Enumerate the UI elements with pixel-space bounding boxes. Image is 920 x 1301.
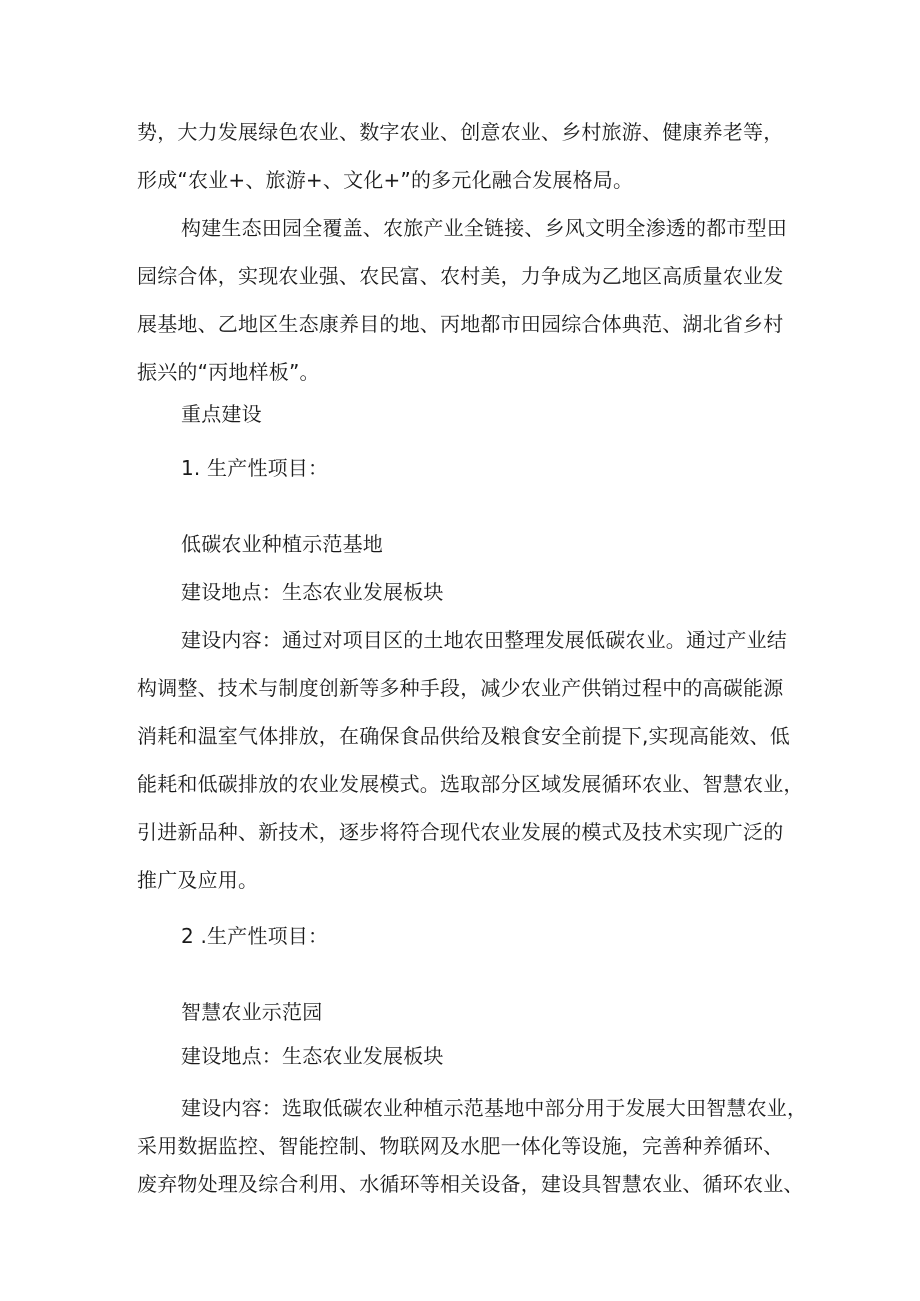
paragraph-line: 构调整、技术与制度创新等多种手段，减少农业产供销过程中的高碳能源 (137, 676, 784, 700)
paragraph-line: 推广及应用。 (137, 868, 259, 892)
paragraph-line: 引进新品种、新技术，逐步将符合现代农业发展的模式及技术实现广泛的 (137, 820, 784, 844)
paragraph-line: 园综合体，实现农业强、农民富、农村美，力争成为乙地区高质量农业发 (137, 264, 784, 288)
paragraph-line: 采用数据监控、智能控制、物联网及水肥一体化等设施，完善种养循环、 (137, 1134, 784, 1158)
paragraph-line: 建设内容：选取低碳农业种植示范基地中部分用于发展大田智慧农业， (181, 1096, 808, 1120)
item-heading: 1. 生产性项目： (181, 456, 329, 480)
project-location: 建设地点：生态农业发展板块 (181, 1044, 444, 1068)
item-heading: 2 .生产性项目： (181, 924, 329, 948)
project-location: 建设地点：生态农业发展板块 (181, 580, 444, 604)
paragraph-line: 形成“农业+、旅游+、文化+”的多元化融合发展格局。 (137, 168, 634, 192)
paragraph-line: 构建生态田园全覆盖、农旅产业全链接、乡风文明全渗透的都市型田 (181, 216, 787, 240)
paragraph-line: 势，大力发展绿色农业、数字农业、创意农业、乡村旅游、健康养老等， (137, 120, 784, 144)
project-name: 低碳农业种植示范基地 (181, 532, 383, 556)
paragraph-line: 消耗和温室气体排放，在确保食品供给及粮食安全前提下,实现高能效、低 (137, 724, 790, 748)
paragraph-line: 振兴的“丙地样板”。 (137, 360, 320, 384)
paragraph-line: 废弃物处理及综合利用、水循环等相关设备，建设具智慧农业、循环农业、 (137, 1172, 804, 1196)
paragraph-line: 能耗和低碳排放的农业发展模式。选取部分区域发展循环农业、智慧农业， (137, 772, 804, 796)
section-heading: 重点建设 (181, 402, 262, 426)
project-name: 智慧农业示范园 (181, 1000, 323, 1024)
paragraph-line: 建设内容：通过对项目区的土地农田整理发展低碳农业。通过产业结 (181, 628, 787, 652)
paragraph-line: 展基地、乙地区生态康养目的地、丙地都市田园综合体典范、湖北省乡村 (137, 312, 784, 336)
